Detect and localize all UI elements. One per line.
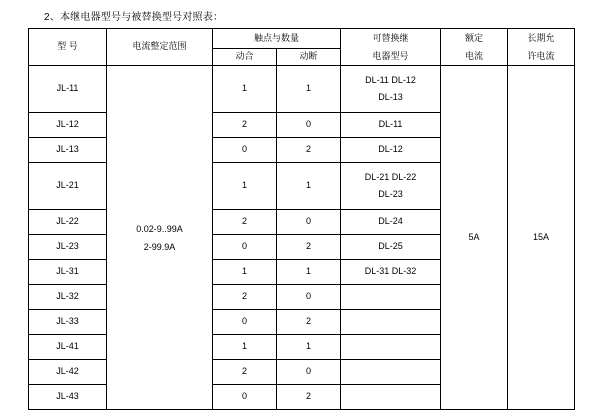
header-contacts-nc: 动断	[277, 48, 341, 65]
cell-replaceable: DL-24	[341, 210, 441, 235]
cell-replaceable	[341, 163, 441, 210]
cell-replaceable	[341, 66, 441, 113]
cell-long-allowed-merged: 15A	[508, 66, 575, 410]
cell-contacts-nc: 0	[277, 113, 341, 138]
cell-contacts-nc: 1	[277, 66, 341, 113]
cell-model: JL-33	[29, 310, 107, 335]
cell-contacts-no: 2	[213, 360, 277, 385]
table-caption: 2、本继电器型号与被替换型号对照表：	[44, 12, 224, 23]
cell-contacts-no: 0	[213, 310, 277, 335]
current-range-line1: 0.02-9..99A	[136, 223, 183, 234]
cell-contacts-nc: 2	[277, 385, 341, 410]
cell-model: JL-22	[29, 210, 107, 235]
header-replaceable-model	[341, 29, 441, 66]
replaceable-line1: DL-21 DL-22	[364, 171, 417, 182]
cell-model: JL-23	[29, 235, 107, 260]
replaceable-line2: DL-13	[378, 92, 403, 102]
relay-comparison-table	[28, 28, 575, 410]
current-range-line2: 2-99.9A	[143, 241, 176, 252]
cell-contacts-nc: 1	[277, 335, 341, 360]
cell-model: JL-13	[29, 138, 107, 163]
header-long-allowed-current	[508, 29, 575, 66]
cell-model: JL-41	[29, 335, 107, 360]
comparison-table-container	[28, 28, 574, 410]
header-long-line2: 许电流	[527, 51, 555, 61]
cell-replaceable	[341, 335, 441, 360]
header-replaceable-line2: 电器型号	[372, 51, 409, 61]
cell-contacts-nc: 0	[277, 285, 341, 310]
cell-contacts-no: 1	[213, 66, 277, 113]
cell-contacts-no: 1	[213, 163, 277, 210]
cell-model: JL-12	[29, 113, 107, 138]
cell-contacts-no: 2	[213, 113, 277, 138]
header-contacts-group: 触点与数量	[213, 29, 341, 49]
cell-contacts-nc: 0	[277, 360, 341, 385]
replaceable-line1: DL-11 DL-12	[365, 74, 416, 85]
cell-rated-current-merged: 5A	[441, 66, 508, 410]
cell-replaceable: DL-31 DL-32	[341, 260, 441, 285]
cell-replaceable	[341, 310, 441, 335]
cell-contacts-no: 2	[213, 285, 277, 310]
cell-contacts-no: 2	[213, 210, 277, 235]
cell-contacts-no: 0	[213, 138, 277, 163]
cell-contacts-nc: 0	[277, 210, 341, 235]
cell-replaceable	[341, 285, 441, 310]
table-header	[29, 29, 575, 66]
header-rated-line2: 电流	[465, 51, 484, 61]
cell-contacts-nc: 2	[277, 310, 341, 335]
cell-contacts-nc: 1	[277, 163, 341, 210]
cell-replaceable: DL-12	[341, 138, 441, 163]
header-current-range: 电流整定范围	[107, 29, 213, 66]
replaceable-line2: DL-23	[378, 189, 403, 199]
cell-model: JL-42	[29, 360, 107, 385]
cell-contacts-no: 1	[213, 335, 277, 360]
cell-replaceable: DL-25	[341, 235, 441, 260]
cell-model: JL-32	[29, 285, 107, 310]
table-row	[29, 66, 575, 113]
cell-contacts-nc: 2	[277, 138, 341, 163]
cell-contacts-nc: 2	[277, 235, 341, 260]
cell-model: JL-21	[29, 163, 107, 210]
header-rated-current	[441, 29, 508, 66]
cell-contacts-no: 0	[213, 385, 277, 410]
cell-replaceable	[341, 360, 441, 385]
table-header-row-1	[29, 29, 575, 49]
cell-contacts-nc: 1	[277, 260, 341, 285]
cell-replaceable	[341, 385, 441, 410]
cell-contacts-no: 1	[213, 260, 277, 285]
header-contacts-no: 动合	[213, 48, 277, 65]
table-body	[29, 66, 575, 410]
header-model: 型 号	[29, 29, 107, 66]
header-rated-line1: 额定	[465, 33, 484, 43]
header-replaceable-line1: 可替换继	[372, 33, 409, 43]
cell-model: JL-11	[29, 66, 107, 113]
header-long-line1: 长期允	[527, 33, 555, 43]
cell-contacts-no: 0	[213, 235, 277, 260]
cell-current-range-merged	[107, 66, 213, 410]
cell-replaceable: DL-11	[341, 113, 441, 138]
cell-model: JL-43	[29, 385, 107, 410]
cell-model: JL-31	[29, 260, 107, 285]
